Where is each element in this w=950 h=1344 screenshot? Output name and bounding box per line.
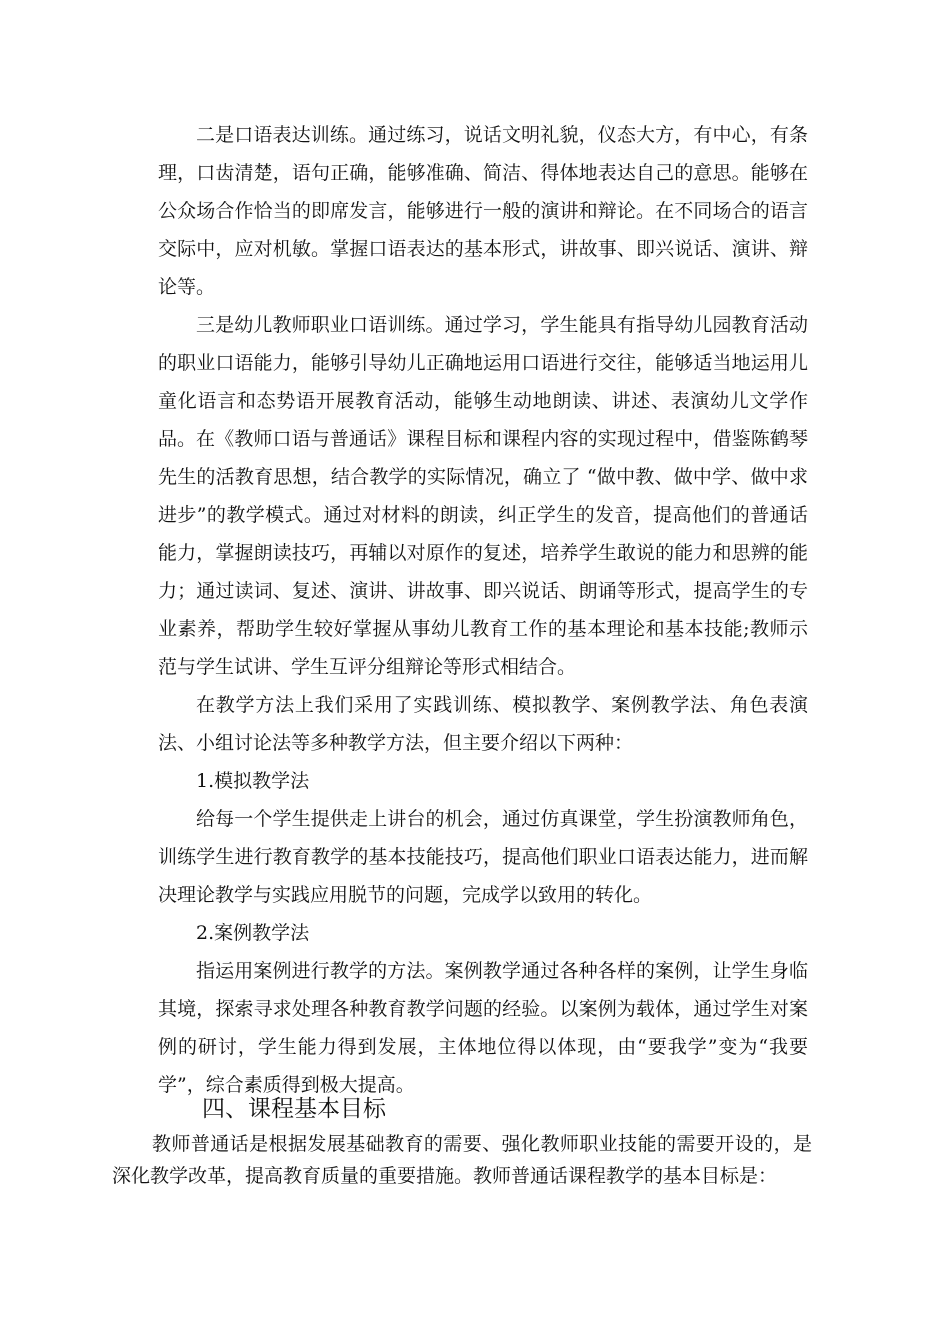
- method-1-text: 给每一个学生提供走上讲台的机会，通过仿真课堂，学生扮演教师角色，训练学生进行教育教学的基本技能技巧，提高他们职业口语表达能力，进而解决理论教学与实践应用脱节的问题，完成学以致用的转化。: [158, 808, 808, 906]
- paragraph-teacher-oral-training: 三是幼儿教师职业口语训练。通过学习，学生能具有指导幼儿园教育活动的职业口语能力，能够引导幼儿正确地运用口语进行交往，能够适当地运用儿童化语言和态势语开展教育活动，能够生动地朗读、讲述、表演幼儿文学作品。: [158, 314, 808, 450]
- method-2-text: 指运用案例进行教学的方法。案例教学通过各种各样的案例，让学生身临其境，探索寻求处理各种教育教学问题的经验。以案例为载体，通过学生对案例的研讨，学生能力得到发展，主体地位得以体现，由“要我学”变为“我要学”，综合素质得到极大提高。: [158, 960, 808, 1096]
- method-1-label: 1.模拟教学法: [196, 770, 310, 792]
- paragraph-teaching-model: 在《教师口语与普通话》课程目标和课程内容的实现过程中，借鉴陈鹤琴先生的活教育思想，结合教学的实际情况，确立了 “做中教、做中学、做中求进步”的教学模式。通过对材料的朗读，纠正学生的发音，提高他们的普通话能力，掌握朗读技巧，再辅以对原作的复述，培养学生敢说的能力和思辨的能力；通过读词、复述、演讲、讲故事、即兴说话、朗诵等形式，提高学生的专业素养，帮助学生较好掌握从事幼儿教育工作的基本理论和基本技能;教师示范与学生试讲、学生互评分组辩论等形式相结合。: [158, 428, 808, 678]
- method-2-label: 2.案例教学法: [196, 922, 310, 944]
- paragraph-teaching-methods: 在教学方法上我们采用了实践训练、模拟教学、案例教学法、角色表演法、小组讨论法等多种教学方法，但主要介绍以下两种：: [158, 694, 808, 754]
- section-paragraph: 教师普通话是根据发展基础教育的需要、强化教师职业技能的需要开设的，是深化教学改革，提高教育质量的重要措施。教师普通话课程教学的基本目标是：: [112, 1133, 812, 1187]
- section-heading: 四、课程基本目标: [202, 1096, 386, 1122]
- paragraph-oral-expression: 二是口语表达训练。通过练习，说话文明礼貌，仪态大方，有中心，有条理，口齿清楚，语句正确，能够准确、简洁、得体地表达自己的意思。能够在公众场合作恰当的即席发言，能够进行一般的演讲和辩论。在不同场合的语言交际中，应对机敏。掌握口语表达的基本形式，讲故事、即兴说话、演讲、辩论等。: [158, 124, 808, 298]
